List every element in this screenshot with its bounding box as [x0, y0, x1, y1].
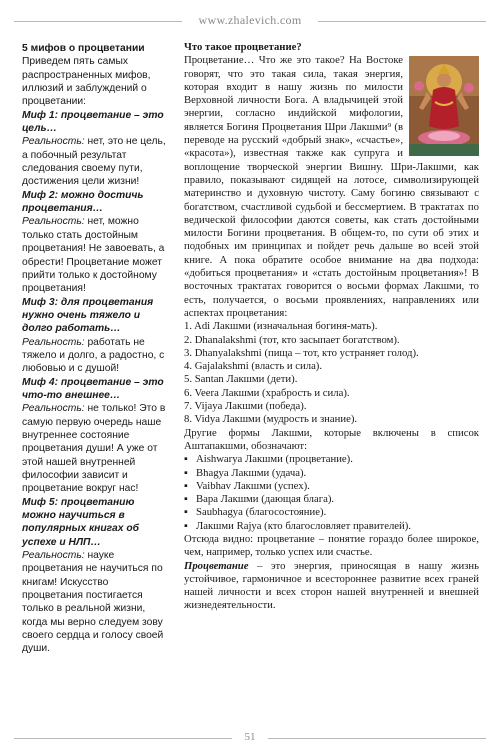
myth-answer [22, 215, 170, 295]
header-rule-left [14, 21, 182, 22]
list-item: 4. Gajalakshmi (власть и сила). [184, 360, 323, 373]
reality-label: Реальность: [22, 550, 85, 562]
reality-label: Реальность: [22, 336, 85, 348]
myth-answer [22, 135, 170, 188]
list-item: 8. Vidya Лакшми (мудрость и знание). [184, 413, 358, 426]
article-paragraph: Процветание… Что же это такое? На Востоке говорят, что это такая сила, такая энергия, которая входит в нашу жизнь по милости Верховной личности Бога. А владычицей этой энергии, согласно индийской мифологии, является Богиня Процветания Шри Лакшми⁹ (в переводе на русский «добрый знак», «счастье», «красота»), известная также как супруга и воплощение творческой энергии Вишну. Шри-Лакшми, как правило, показывают сидящей на лотосе, символизирующей материнство и духовную чистоту. Саму богиню связывают с богатством, счастливой судьбой и бессмертием. В трактатах по ведической философии даются советы, как стать достойными милости Богини процветания. В общем-то, по сути об этих и подобных им принципах и пойдет речь дальше во всей этой книге. А пока обратите особое внимание на два подхода: «добиться процветания» и «стать достойным процветания»! В восточных трактатах говорится о восьми формах Лакшми, то есть, получается, о восьми проявлениях, направлениях или аспектах процветания: [184, 54, 479, 319]
list-item [184, 480, 479, 493]
list-item [184, 506, 479, 519]
list-item: 6. Veera Лакшми (храбрость и сила). [184, 386, 350, 399]
list-item [184, 467, 479, 480]
myth-answer [22, 402, 170, 495]
article-paragraph: Отсюда видно: процветание – понятие гораздо более широкое, чем, например, только успех или счастье. [184, 532, 479, 559]
article-paragraph: Другие формы Лакшми, которые включены в список Аштапакшми, обозначают: [184, 426, 479, 452]
header-rule-right [318, 21, 486, 22]
sidebar-intro: Приведем пять самых распространенных мифов, иллюзий и заблуждений о процветании: [22, 56, 151, 108]
list-item [184, 493, 479, 506]
reality-text: работать не тяжело и долго, а радостно, с любовью и с душой! [22, 336, 165, 375]
lakshmi-forms-list [184, 320, 479, 426]
myth-question: Миф 1: процветание – это цель… [22, 109, 164, 135]
list-item-text: Vaibhav Лакшми (успех). [196, 479, 310, 492]
lakshmi-illustration [409, 56, 479, 156]
list-item [184, 453, 479, 466]
footer-rule-right [268, 738, 486, 739]
reality-label: Реальность: [22, 403, 85, 415]
bullet-icon: ▪ [184, 479, 188, 492]
myth-question: Миф 5: процветанию можно научиться в популярных книгах об успехе и НЛП… [22, 496, 140, 548]
sidebar-title: 5 мифов о процветании [22, 43, 145, 54]
reality-text: нет, можно только стать достойным процветания! Не завоевать, а обрести! Процветание может прийти только к достойному процветания! [22, 216, 165, 295]
bullet-icon: ▪ [184, 453, 188, 466]
list-item: 7. Vijaya Лакшми (победа). [184, 400, 307, 413]
footer-rule-left [14, 738, 232, 739]
reality-text: науке процветания не научиться по книгам! Искусство процветания постигается только в реальной жизни, когда мы верно следуем зову своего сердца и голосу своей души. [22, 550, 164, 655]
list-item: 5. Santan Лакшми (дети). [184, 373, 298, 386]
page-header [0, 13, 500, 29]
article-body [184, 41, 479, 613]
reality-label: Реальность: [22, 216, 85, 228]
site-url: www.zhalevich.com [198, 13, 302, 27]
bullet-icon: ▪ [184, 506, 188, 519]
reality-label: Реальность: [22, 136, 85, 148]
list-item-text: Bhagya Лакшми (удача). [196, 466, 307, 479]
bullet-icon: ▪ [184, 493, 188, 506]
reality-text: нет, это не цель, а побочный результат следования своему пути, достижения цели жизни! [22, 136, 166, 188]
list-item: 1. Adi Лакшми (изначальная богиня-мать). [184, 320, 378, 333]
myth-question: Миф 3: для процветания нужно очень тяжело и долго работать… [22, 296, 154, 335]
myth-answer [22, 549, 170, 656]
reality-text: не только! Это в самую первую очередь наше внутреннее состояние процветания души! А уже от этой нашей внутренней философии зависит и процветание вокруг нас! [22, 403, 166, 495]
other-forms-list [184, 453, 479, 533]
sidebar-myths [22, 42, 170, 656]
definition-paragraph [184, 560, 479, 613]
myth-question: Миф 4: процветание – это что-то внешнее… [22, 376, 164, 401]
list-item [184, 520, 479, 533]
definition-text: – это энергия, приносящая в нашу жизнь устойчивое, гармоничное и всестороннее развитие всех граней нашей личности и всех сторон нашей внутренней и внешней жизнедеятельности. [184, 559, 479, 612]
bullet-icon: ▪ [184, 466, 188, 479]
list-item: 2. Dhanalakshmi (тот, кто засыпает богатством). [184, 333, 400, 346]
myth-question: Миф 2: можно достичь процветания… [22, 189, 144, 215]
page-footer [0, 731, 500, 745]
list-item: 3. Dhanyalakshmi (пища – тот, кто устраняет голод). [184, 346, 419, 359]
myth-answer [22, 336, 170, 376]
list-item-text: Лакшми Rajya (кто благословляет правителей). [196, 519, 411, 532]
list-item-text: Aishwarya Лакшми (процветание). [196, 453, 353, 466]
definition-term: Процветание [184, 559, 249, 572]
page-number: 51 [244, 731, 256, 743]
article-title: Что такое процветание? [184, 41, 302, 53]
list-item-text: Saubhagya (благосостояние). [196, 506, 327, 519]
bullet-icon: ▪ [184, 519, 188, 532]
list-item-text: Вара Лакшми (дающая блага). [196, 493, 335, 506]
